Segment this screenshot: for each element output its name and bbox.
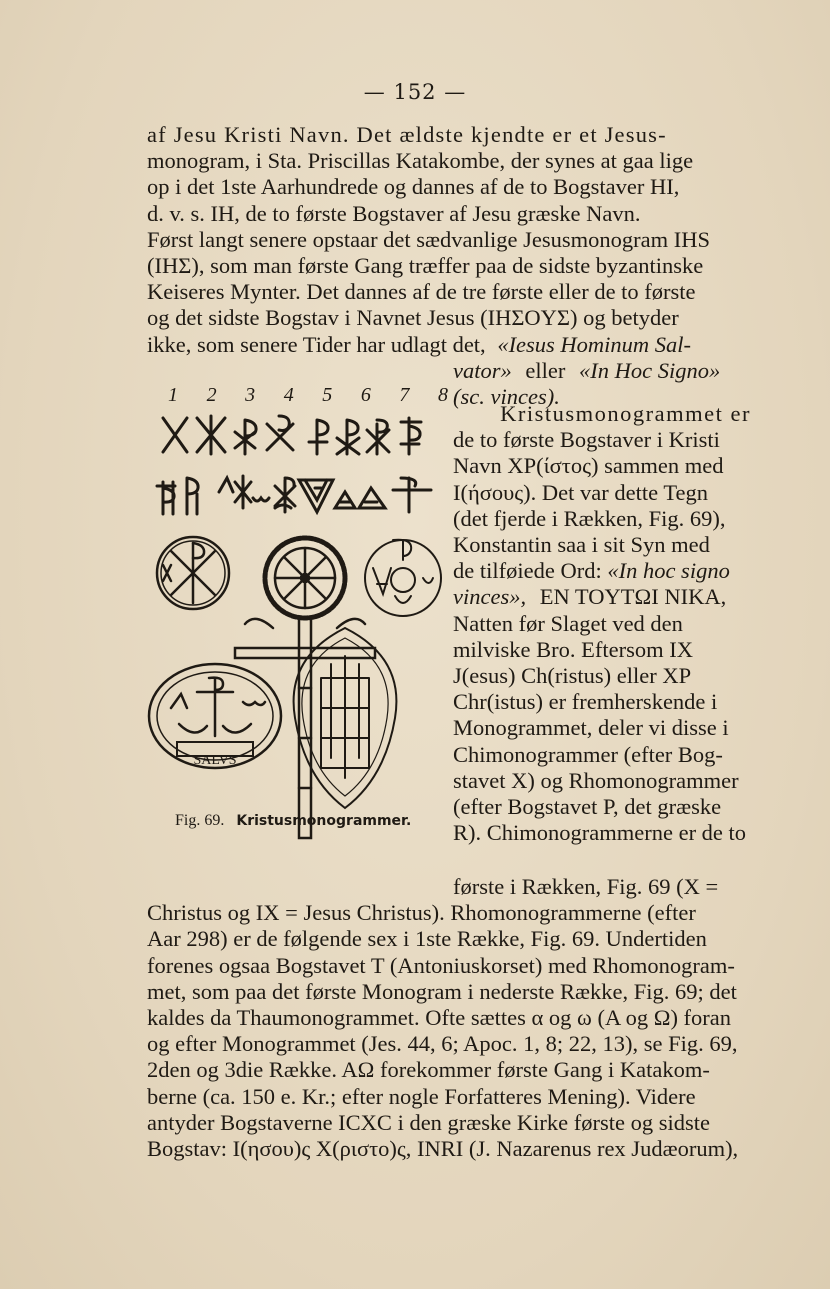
text-line: (efter Bogstavet P, det græske <box>453 794 722 820</box>
text-line: første i Rækken, Fig. 69 (X = <box>453 874 719 899</box>
text-line: Først langt senere opstaar det sædvanlige Jesusmonogram IHS <box>147 226 711 252</box>
caption-label: Fig. 69. <box>175 812 225 829</box>
text-line: Natten før Slaget ved den <box>453 610 683 636</box>
text-line: forenes ogsaa Bogstavet T (Antoniuskorset) med Rhomonogram- <box>147 952 735 978</box>
text-line: de to første Bogstaver i Kristi <box>453 427 720 453</box>
cross-icon <box>393 478 431 512</box>
figure-number: 8 <box>437 384 448 406</box>
seal-text: SALVS <box>193 753 237 768</box>
alpha-chi-rho-omega-icon <box>275 478 295 512</box>
text-line: stavet X) og Rhomonogrammer <box>453 767 739 793</box>
text-line: og efter Monogrammet (Jes. 44, 6; Apoc. 1, 8; 22, 13), se Fig. 69, <box>147 1031 738 1057</box>
text-line-with-latin <box>453 558 751 584</box>
chi-rho-icon <box>235 420 256 454</box>
latin-phrase: vator» <box>453 357 512 383</box>
text-line: Chimonogrammer (efter Bog- <box>453 741 723 767</box>
text-line: Konstantin saa i sit Syn med <box>453 532 710 558</box>
top-paragraph <box>147 122 751 410</box>
monogram-figure <box>145 378 445 848</box>
rho-cross-icon <box>367 420 389 454</box>
rho-nu-icon <box>187 478 198 514</box>
text-line: J(esus) Ch(ristus) eller XP <box>453 663 692 689</box>
text-line: R). Chimonogrammerne er de to <box>453 820 747 846</box>
text-line: Monogrammet, deler vi disse i <box>453 715 729 741</box>
figure-number: 1 <box>168 384 178 406</box>
text-line-with-greek <box>453 584 751 610</box>
chi-iota-icon <box>197 416 225 454</box>
latin-phrase: vinces», <box>453 584 527 610</box>
text-fragment: ikke, som senere Tider har udlagt det, <box>147 331 486 357</box>
figure-number: 2 <box>206 384 217 406</box>
text-line: og det sidste Bogstav i Navnet Jesus (IHΣOYΣ) og betyder <box>147 305 679 331</box>
text-line: met, som paa det første Monogram i nederste Række, Fig. 69; det <box>147 978 737 1004</box>
text-line: I(ήσους). Det var dette Tegn <box>453 479 708 505</box>
text-line: af Jesu Kristi Navn. Det ældste kjendte er et Jesus- <box>147 122 667 147</box>
alpha-triangle-icon <box>335 492 355 508</box>
right-column <box>453 401 751 846</box>
text-fragment: de tilføiede Ord: <box>453 558 602 584</box>
text-line: (det fjerde i Rækken, Fig. 69), <box>453 505 726 531</box>
text-line: Kristusmonogrammet er <box>500 401 751 426</box>
figure-number: 5 <box>322 384 333 406</box>
triangle-omega-icon <box>359 488 385 508</box>
text-line: Christus og IX = Jesus Christus). Rhomonogrammerne (efter <box>147 900 696 926</box>
latin-phrase: (sc. vinces). <box>453 384 560 410</box>
latin-phrase: «In Hoc Signo» <box>578 357 721 383</box>
rho-cross-icon <box>337 420 359 454</box>
monogram-row-1 <box>163 416 421 454</box>
text-line: op i det 1ste Aarhundrede og dannes af de to Bogstaver HI, <box>147 174 680 200</box>
alpha-chi-rho-omega-icon <box>219 476 269 508</box>
text-line-with-latin <box>147 332 751 358</box>
text-line: Keiseres Mynter. Det dannes af de tre første eller de to første <box>147 279 696 305</box>
text-fragment: eller <box>525 357 566 383</box>
tau-rho-icon <box>157 482 175 514</box>
text-line: Aar 298) er de følgende sex i 1ste Række, Fig. 69. Undertiden <box>147 926 707 952</box>
figure-number: 3 <box>245 384 256 406</box>
chi-icon <box>163 418 187 452</box>
figure-number: 4 <box>283 384 294 406</box>
text-line: antyder Bogstaverne ICXC i den græske Kirke første og sidste <box>147 1109 711 1135</box>
latin-phrase: «In hoc signo <box>607 558 730 584</box>
caption-title: Kristusmonogrammer. <box>236 813 412 829</box>
text-line: 2den og 3die Række. AΩ forekommer første Gang i Katakom- <box>147 1057 710 1083</box>
christ-head-monogram-icon <box>365 540 441 616</box>
figure-caption <box>175 812 411 830</box>
text-line: Bogstav: I(ησου)ς X(ριστο)ς, INRI (J. Nazarenus rex Judæorum), <box>147 1136 739 1162</box>
text-line: berne (ca. 150 e. Kr.; efter nogle Forfatteres Mening). Videre <box>147 1083 696 1109</box>
text-line: monogram, i Sta. Priscillas Katakombe, der synes at gaa lige <box>147 148 694 174</box>
bottom-paragraph <box>147 874 751 1162</box>
figure-number: 6 <box>360 384 371 406</box>
text-line: milviske Bro. Eftersom IX <box>453 636 693 662</box>
page-number: — 152 — <box>363 80 467 104</box>
gothic-seal-icon <box>294 628 397 808</box>
text-line: d. v. s. IH, de to første Bogstaver af Jesu græske Navn. <box>147 200 641 226</box>
alpha-omega-triangle-icon <box>299 480 333 512</box>
circle-monogram-icon <box>157 537 229 609</box>
latin-phrase: «Iesus Hominum Sal- <box>497 331 692 357</box>
text-line: Chr(istus) er fremherskende i <box>453 689 718 715</box>
rho-cross-icon <box>309 420 328 454</box>
figure-number: 7 <box>399 384 410 406</box>
text-line: (IHΣ), som man første Gang træffer paa de sidste byzantinske <box>147 253 704 279</box>
text-line: kaldes da Thaumonogrammet. Ofte sættes α og ω (A og Ω) foran <box>147 1005 732 1031</box>
text-line: Navn XP(ίστος) sammen med <box>453 453 724 479</box>
wreath-cross-icon <box>235 538 375 838</box>
greek-phrase: EN TOYTΩI NIKA, <box>539 584 727 610</box>
chi-rho-icon <box>267 416 293 450</box>
tau-rho-icon <box>401 418 421 454</box>
monogram-row-2 <box>157 476 431 514</box>
